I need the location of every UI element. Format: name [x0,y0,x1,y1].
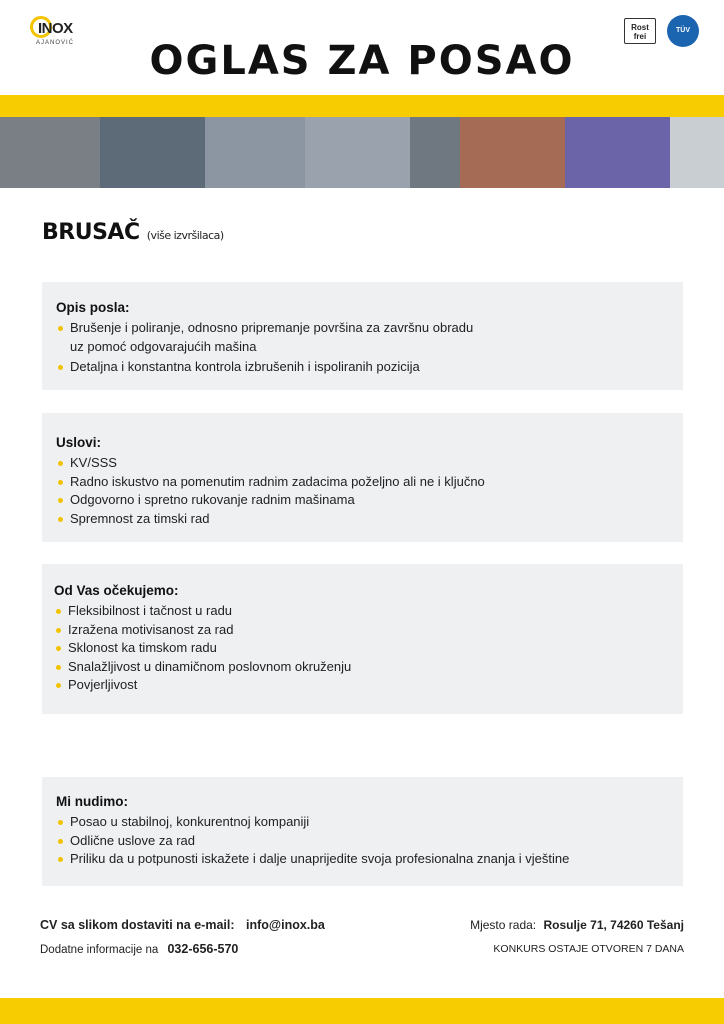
photo-pipe-workshop [305,117,410,188]
job-title-note: (više izvršilaca) [146,229,224,242]
photo-computer-worker [100,117,205,188]
rost-frei-badge-icon: Rost frei [624,18,656,44]
info-label: Dodatne informacije na [40,944,159,956]
list-item: Detaljna i konstantna kontrola izbrušenih i ispoliranih pozicija [56,358,683,377]
photo-office-man [0,117,100,188]
section-uslovi [42,413,683,542]
list-item: Izražena motivisanost za rad [54,621,683,640]
list-item-text: Brušenje i poliranje, odnosno pripremanje površina za završnu obradu [70,320,474,335]
section-mi-nudimo [42,777,683,886]
photo-welding-spark [565,117,670,188]
photo-office-hall [670,117,724,188]
cv-label: CV sa slikom dostaviti na e-mail: [40,918,235,932]
list-item: Odgovorno i spretno rukovanje radnim mašinama [56,491,683,510]
phone-number[interactable]: 032-656-570 [167,942,239,956]
logo-subtext: AJANOVIĆ [36,40,75,46]
section-od-vas-ocekujemo [42,564,683,714]
phone-contact [40,942,238,956]
photo-worker-apron [460,117,565,188]
list-item: Snalažljivost u dinamičnom poslovnom okruženju [54,658,683,677]
location-address: Rosulje 71, 74260 Tešanj [543,918,684,932]
work-location [470,918,684,932]
photo-welder-helmet [205,117,305,188]
list-item: Posao u stabilnoj, konkurentnoj kompaniji [56,813,683,832]
list-item: Fleksibilnost i tačnost u radu [54,602,683,621]
tuv-badge-icon: TÜV [667,15,699,47]
section-opis-posla [42,282,683,390]
bottom-yellow-bar [0,998,724,1024]
list-item: Sklonost ka timskom radu [54,639,683,658]
section-heading: Mi nudimo: [56,794,128,809]
job-title-text: BRUSAČ [42,220,140,245]
photo-machine-hall [410,117,460,188]
list-item: Radno iskustvo na pomenutim radnim zadacima poželjno ali ne i ključno [56,473,683,492]
page-title: OGLAS ZA POSAO [149,38,575,84]
list-item-text-cont: uz pomoć odgovarajućih mašina [70,338,257,354]
email-link[interactable]: info@inox.ba [246,918,325,932]
list-item: Odlične uslove za rad [56,832,683,851]
photo-strip [0,117,724,188]
cv-contact [40,918,325,932]
list-item: Povjerljivost [54,676,683,695]
list-item: Spremnost za timski rad [56,510,683,529]
section-heading: Uslovi: [56,435,102,450]
job-title [42,220,224,245]
section-heading: Od Vas očekujemo: [54,583,179,598]
list-item [56,319,683,356]
list-item: KV/SSS [56,454,683,473]
list-item: Priliku da u potpunosti iskažete i dalje unaprijedite svoja profesionalna znanja i vještine [56,850,683,869]
logo-text: INOX [38,20,73,37]
location-label: Mjesto rada: [470,918,537,932]
top-yellow-bar [0,95,724,117]
deadline-note: KONKURS OSTAJE OTVOREN 7 DANA [493,943,684,955]
section-heading: Opis posla: [56,300,130,315]
